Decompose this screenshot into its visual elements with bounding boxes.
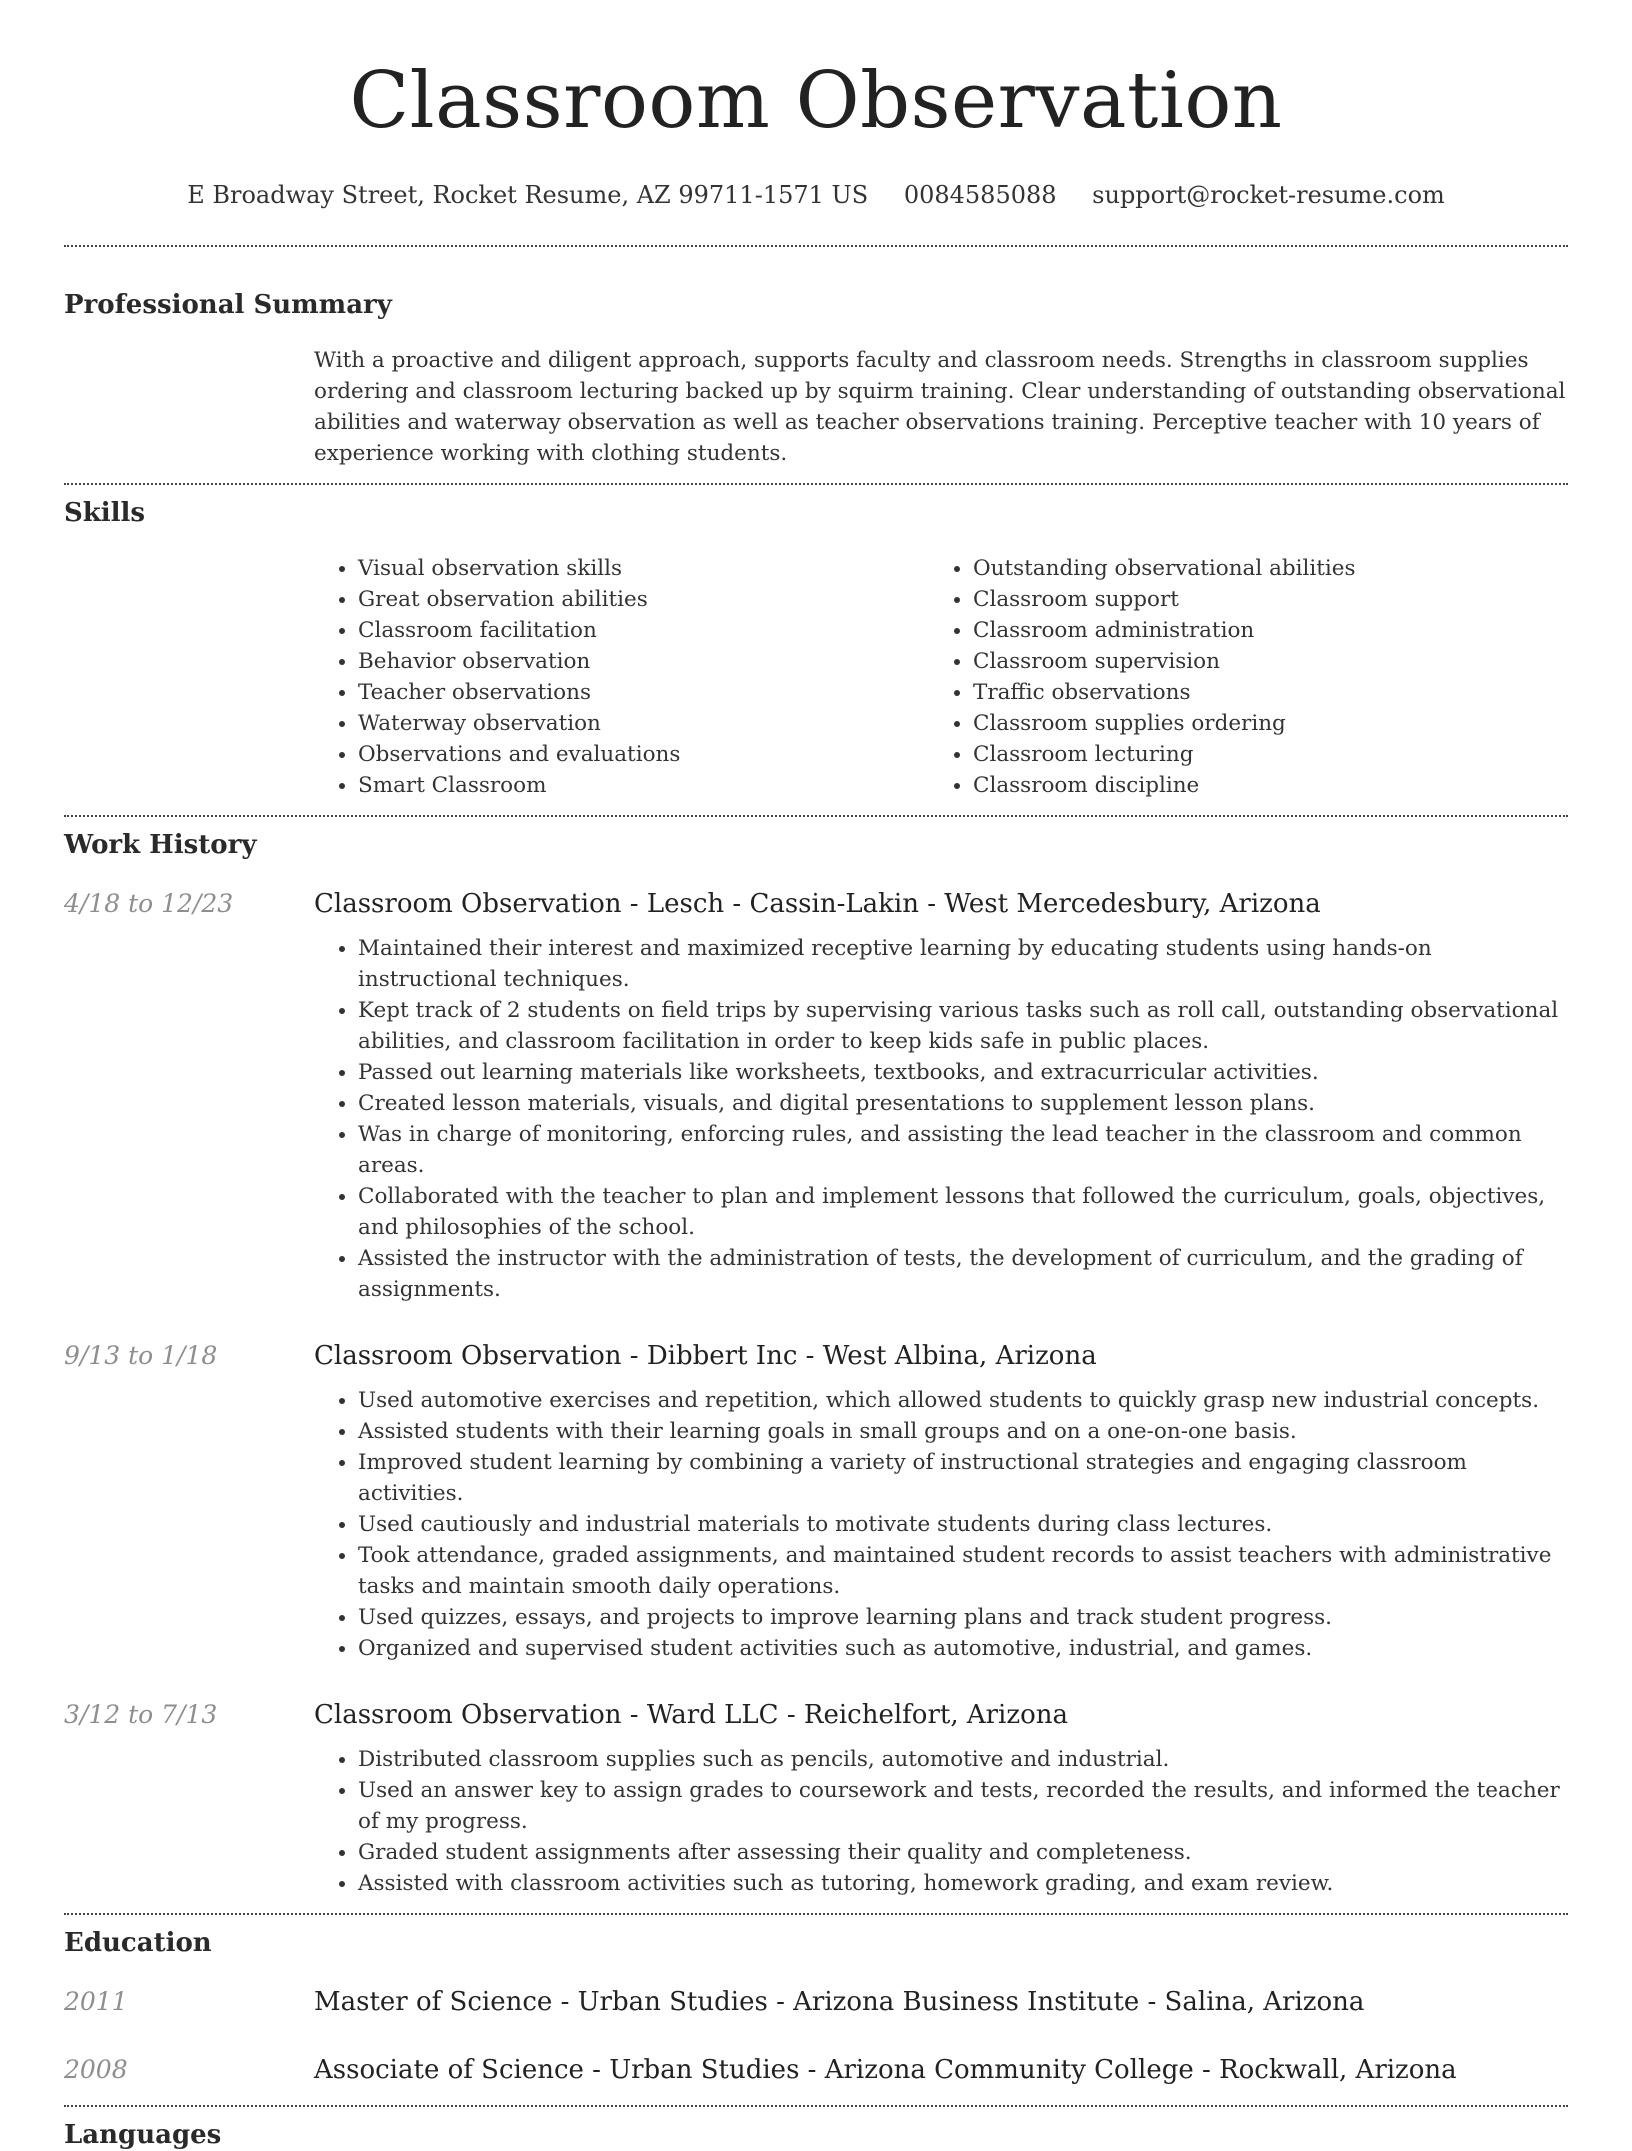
education-title: Education xyxy=(64,1928,212,1958)
job-bullet: • Used an answer key to assign grades to coursework and tests, recorded the results, and informed the teacher of my progress. xyxy=(358,1775,1568,1837)
skill-item: • Observations and evaluations xyxy=(358,739,929,770)
job-bullets xyxy=(314,1385,1568,1664)
work-title: Work History xyxy=(64,830,257,860)
languages-title: Languages xyxy=(64,2120,222,2150)
skill-item: • Great observation abilities xyxy=(358,584,929,615)
resume-name: Classroom Observation xyxy=(349,56,1283,146)
job-heading: Classroom Observation - Dibbert Inc - West Albina, Arizona xyxy=(314,1341,1097,1371)
spacer xyxy=(64,1899,1568,1913)
summary-title: Professional Summary xyxy=(64,290,392,320)
section-divider xyxy=(64,483,1568,485)
job-bullet: • Used automotive exercises and repetition, which allowed students to quickly grasp new industrial concepts. xyxy=(358,1385,1568,1416)
job-bullet: • Assisted the instructor with the administration of tests, the development of curriculum, and the grading of assignments. xyxy=(358,1243,1568,1305)
job-bullet: • Graded student assignments after assessing their quality and completeness. xyxy=(358,1837,1568,1868)
skill-item: • Traffic observations xyxy=(973,677,1544,708)
summary-section xyxy=(64,289,1568,469)
job-bullets xyxy=(314,933,1568,1305)
skills-left-list xyxy=(314,553,929,801)
job-content xyxy=(314,1698,1568,1899)
education-entry xyxy=(64,1985,1568,2019)
job-bullet: • Assisted students with their learning goals in small groups and on a one-on-one basis. xyxy=(358,1416,1568,1447)
skill-item: • Teacher observations xyxy=(358,677,929,708)
contact-phone: 0084585088 xyxy=(903,181,1057,209)
skill-item: • Visual observation skills xyxy=(358,553,929,584)
section-divider xyxy=(64,2105,1568,2107)
education-entry xyxy=(64,2053,1568,2087)
skill-item: • Classroom supervision xyxy=(973,646,1544,677)
job-bullet: • Distributed classroom supplies such as pencils, automotive and industrial. xyxy=(358,1744,1568,1775)
job-content xyxy=(314,887,1568,1305)
section-divider xyxy=(64,815,1568,817)
skill-item: • Classroom supplies ordering xyxy=(973,708,1544,739)
job-bullet: • Passed out learning materials like worksheets, textbooks, and extracurricular activities. xyxy=(358,1057,1568,1088)
skill-item: • Outstanding observational abilities xyxy=(973,553,1544,584)
skills-columns xyxy=(314,553,1568,801)
job-heading: Classroom Observation - Ward LLC - Reichelfort, Arizona xyxy=(314,1700,1068,1730)
job-entry xyxy=(64,1698,1568,1899)
job-bullet: • Created lesson materials, visuals, and digital presentations to supplement lesson plans. xyxy=(358,1088,1568,1119)
education-section xyxy=(64,1927,1568,2087)
section-divider xyxy=(64,1913,1568,1915)
skill-item: • Smart Classroom xyxy=(358,770,929,801)
skill-item: • Classroom discipline xyxy=(973,770,1544,801)
skill-item: • Waterway observation xyxy=(358,708,929,739)
job-content xyxy=(314,1339,1568,1664)
contact-address: E Broadway Street, Rocket Resume, AZ 99711-1571 US xyxy=(187,181,869,209)
job-dates: 9/13 to 1/18 xyxy=(64,1341,218,1370)
skills-title: Skills xyxy=(64,498,146,528)
skills-section xyxy=(64,497,1568,801)
job-heading: Classroom Observation - Lesch - Cassin-Lakin - West Mercedesbury, Arizona xyxy=(314,889,1321,919)
summary-text: With a proactive and diligent approach, supports faculty and classroom needs. Strengths in classroom supplies ordering and classroom lecturing backed up by squirm training. Clear understanding of outstanding observational abilities and waterway observation as well as teacher observations training. Perceptive teacher with 10 years of experience working with clothing students. xyxy=(314,348,1566,466)
languages-section xyxy=(64,2119,1568,2151)
job-bullet: • Used cautiously and industrial materials to motivate students during class lectures. xyxy=(358,1509,1568,1540)
work-section xyxy=(64,829,1568,1913)
job-entry xyxy=(64,887,1568,1305)
skill-item: • Classroom support xyxy=(973,584,1544,615)
job-dates: 4/18 to 12/23 xyxy=(64,889,234,918)
skill-item: • Classroom lecturing xyxy=(973,739,1544,770)
job-bullet: • Maintained their interest and maximized receptive learning by educating students using hands-on instructional techniques. xyxy=(358,933,1568,995)
section-divider xyxy=(64,245,1568,247)
job-bullets xyxy=(314,1744,1568,1899)
job-bullet: • Improved student learning by combining a variety of instructional strategies and engaging classroom activities. xyxy=(358,1447,1568,1509)
job-bullet: • Kept track of 2 students on field trips by supervising various tasks such as roll call, outstanding observational abilities, and classroom facilitation in order to keep kids safe in public places. xyxy=(358,995,1568,1057)
education-heading: Associate of Science - Urban Studies - Arizona Community College - Rockwall, Arizona xyxy=(314,2055,1457,2085)
education-heading: Master of Science - Urban Studies - Arizona Business Institute - Salina, Arizona xyxy=(314,1987,1365,2017)
skills-right-list xyxy=(929,553,1544,801)
job-entry xyxy=(64,1339,1568,1664)
job-dates: 3/12 to 7/13 xyxy=(64,1700,218,1729)
education-year: 2008 xyxy=(64,2055,128,2084)
education-year: 2011 xyxy=(64,1987,128,2016)
skill-item: • Classroom administration xyxy=(973,615,1544,646)
job-bullet: • Organized and supervised student activities such as automotive, industrial, and games. xyxy=(358,1633,1568,1664)
skill-item: • Behavior observation xyxy=(358,646,929,677)
contact-email: support@rocket-resume.com xyxy=(1092,181,1445,209)
job-bullet: • Collaborated with the teacher to plan and implement lessons that followed the curriculum, goals, objectives, and philosophies of the school. xyxy=(358,1181,1568,1243)
job-bullet: • Assisted with classroom activities such as tutoring, homework grading, and exam review. xyxy=(358,1868,1568,1899)
contact-line xyxy=(64,180,1568,210)
job-bullet: • Took attendance, graded assignments, and maintained student records to assist teachers with administrative tasks and maintain smooth daily operations. xyxy=(358,1540,1568,1602)
skill-item: • Classroom facilitation xyxy=(358,615,929,646)
job-bullet: • Was in charge of monitoring, enforcing rules, and assisting the lead teacher in the classroom and common areas. xyxy=(358,1119,1568,1181)
job-bullet: • Used quizzes, essays, and projects to improve learning plans and track student progress. xyxy=(358,1602,1568,1633)
